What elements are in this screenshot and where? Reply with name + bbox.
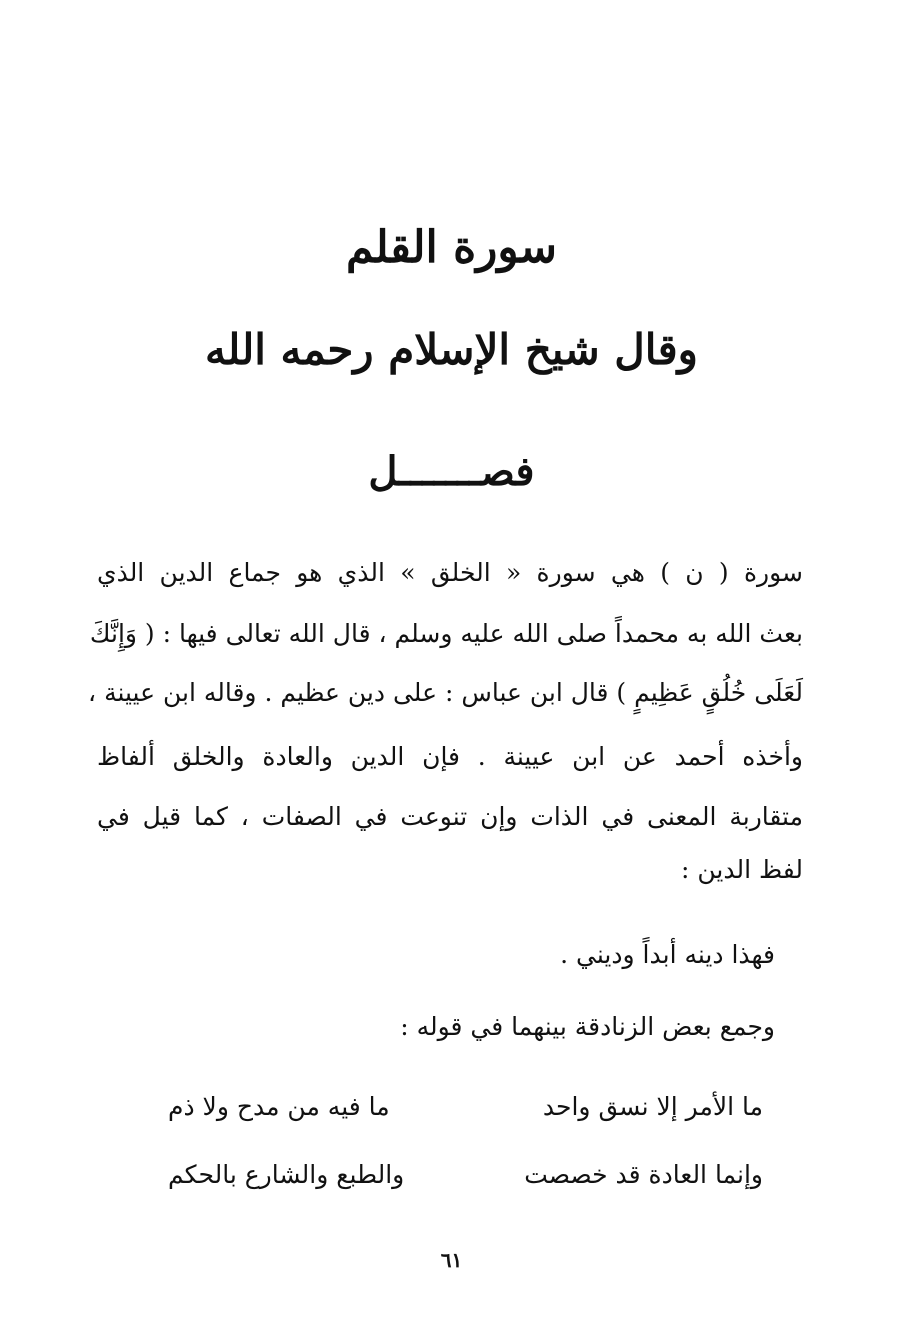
section-heading: فصـــــــل — [368, 448, 535, 495]
verse-hemistich-second: ما فيه من مدح ولا ذم — [168, 1092, 390, 1121]
body-line: لَعَلَى خُلُقٍ عَظِيمٍ ) قال ابن عباس : على دين عظيم . وقاله ابن عيينة ، — [88, 678, 803, 707]
verse-hemistich-first: وإنما العادة قد خصصت — [524, 1160, 763, 1189]
body-line: لفظ الدين : — [681, 855, 803, 884]
body-line: متقاربة المعنى في الذات وإن تنوعت في الصفات ، كما قيل في — [97, 802, 803, 831]
page-number: ٦١ — [440, 1248, 463, 1272]
quoted-line: فهذا دينه أبداً وديني . — [560, 940, 775, 969]
body-line: بعث الله به محمداً صلى الله عليه وسلم ، قال الله تعالى فيها : ( وَإِنَّكَ — [89, 619, 803, 648]
verse-hemistich-first: ما الأمر إلا نسق واحد — [542, 1092, 763, 1121]
intro-line: وجمع بعض الزنادقة بينهما في قوله : — [400, 1012, 775, 1041]
author-heading: وقال شيخ الإسلام رحمه الله — [205, 325, 698, 374]
surah-title: سورة القلم — [346, 222, 557, 273]
body-line: سورة ( ن ) هي سورة « الخلق » الذي هو جماع الدين الذي — [97, 558, 803, 587]
body-line: وأخذه أحمد عن ابن عيينة . فإن الدين والعادة والخلق ألفاظ — [97, 742, 803, 771]
verse-hemistich-second: والطبع والشارع بالحكم — [168, 1160, 405, 1189]
